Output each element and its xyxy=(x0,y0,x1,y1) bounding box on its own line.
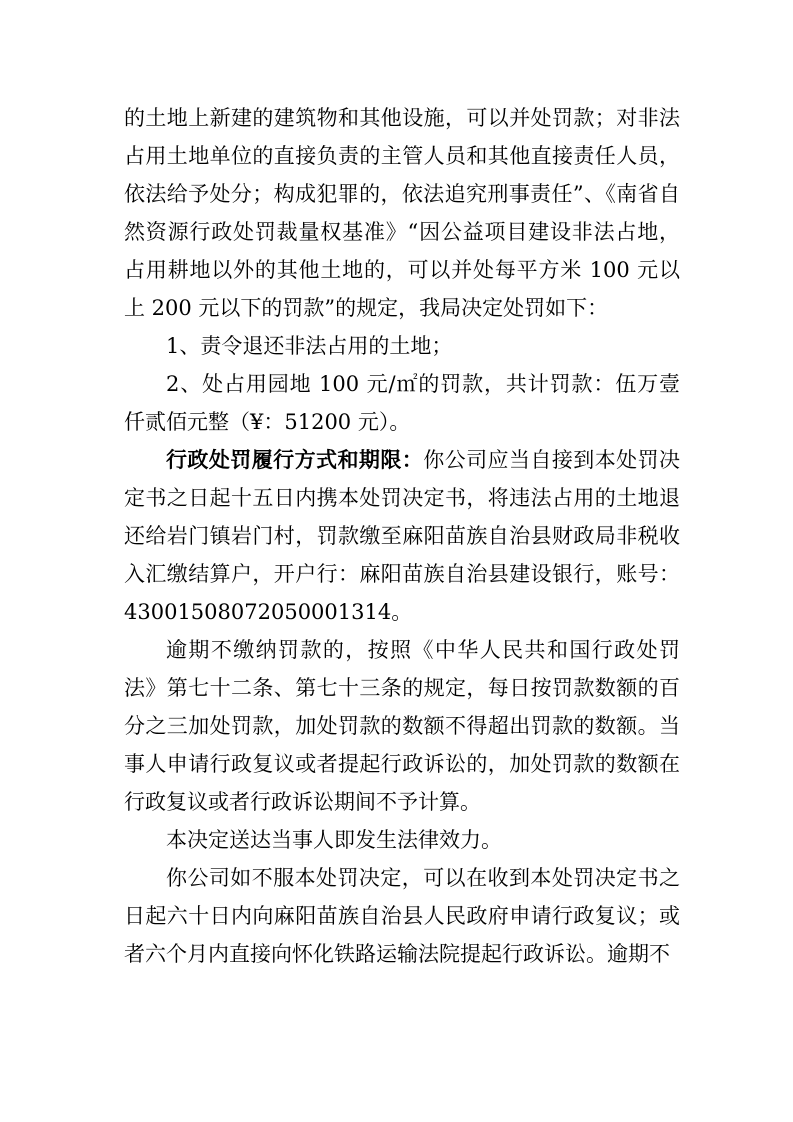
paragraph-effectiveness: 本决定送达当事人即发生法律效力。 xyxy=(166,828,502,852)
paragraph-payment-method xyxy=(124,441,680,631)
paragraph-legal-basis: 的土地上新建的建筑物和其他设施，可以并处罚款；对非法占用土地单位的直接负责的主管人员和其他直接责任人员，依法给予处分；构成犯罪的，依法追究刑事责任”、《南省自然资源行政处罚裁量权基准》“因公益项目建设非法占地，占用耕地以外的其他土地的，可以并处每平方米 100 元以上 200 元以下的罚款”的规定，我局决定处罚如下： xyxy=(124,106,680,320)
paragraph-late-payment: 逾期不缴纳罚款的，按照《中华人民共和国行政处罚法》第七十二条、第七十三条的规定，每日按罚款数额的百分之三加处罚款，加处罚款的数额不得超出罚款的数额。当事人申请行政复议或者提起行政诉讼的，加处罚款的数额在行政复议或者行政诉讼期间不予计算。 xyxy=(124,638,680,814)
paragraph-penalty-item-2: 2、处占用园地 100 元/㎡的罚款，共计罚款：伍万壹仟贰佰元整（¥：51200 元）。 xyxy=(124,372,680,434)
paragraph-appeal-rights: 你公司如不服本处罚决定，可以在收到本处罚决定书之日起六十日内向麻阳苗族自治县人民政府申请行政复议；或者六个月内直接向怀化铁路运输法院提起行政诉讼。逾期不 xyxy=(124,866,680,966)
payment-method-text: 你公司应当自接到本处罚决定书之日起十五日内携本处罚决定书，将违法占用的土地退还给岩门镇岩门村，罚款缴至麻阳苗族自治县财政局非税收入汇缴结算户，开户行：麻阳苗族自治县建设银行，账号：43001508072050001314。 xyxy=(124,448,681,624)
paragraph-penalty-item-1: 1、责令退还非法占用的土地； xyxy=(166,334,453,358)
document-page xyxy=(124,99,680,973)
payment-method-heading: 行政处罚履行方式和期限： xyxy=(166,447,424,472)
